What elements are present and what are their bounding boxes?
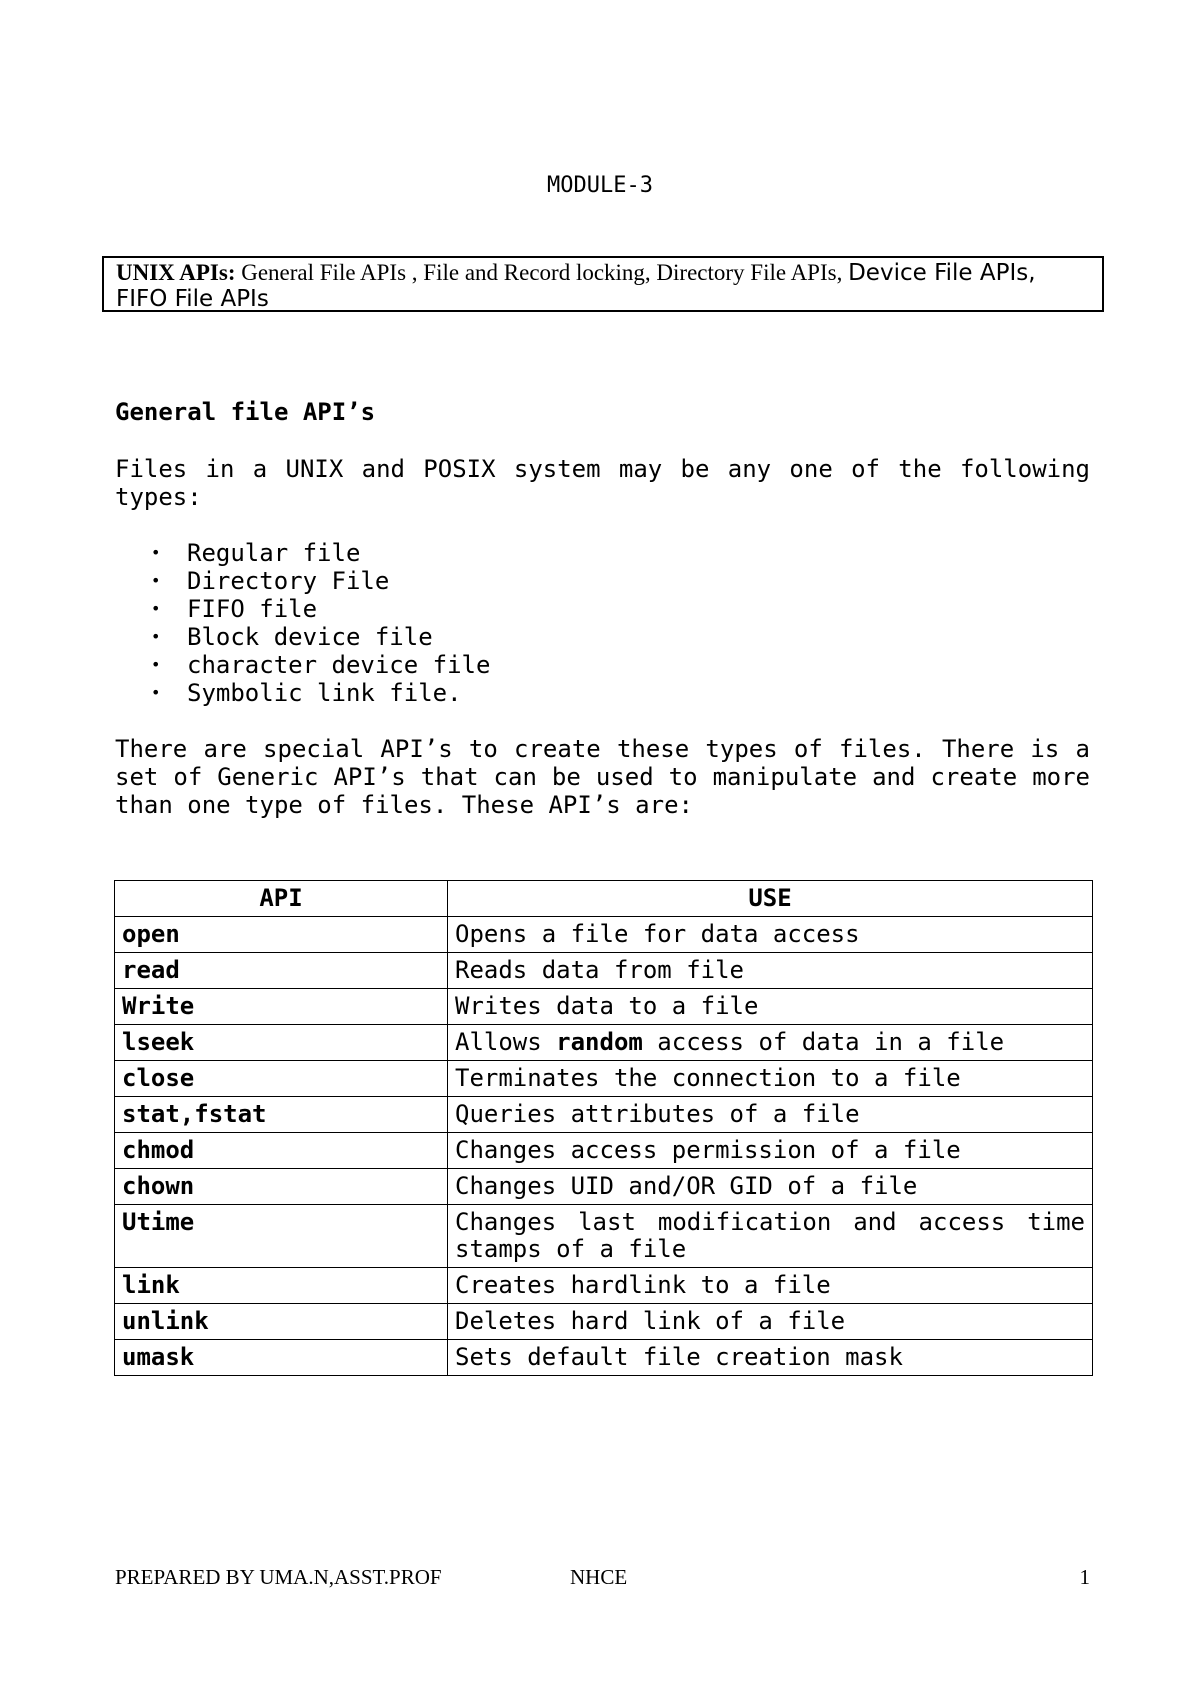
api-use-cell: Sets default file creation mask — [448, 1340, 1093, 1376]
file-types-list — [115, 539, 1090, 707]
generic-api-paragraph: There are special API’s to create these types of files. There is a set of Generic API’s that can be used to manipulate and create more than one type of files. These API’s are: — [115, 735, 1090, 819]
list-item-label: Regular file — [187, 539, 361, 567]
intro-paragraph: Files in a UNIX and POSIX system may be any one of the following types: — [115, 455, 1090, 511]
main-content — [115, 398, 1090, 819]
footer-author: PREPARED BY UMA.N,ASST.PROF — [115, 1565, 442, 1589]
table-row — [115, 1268, 1093, 1304]
api-use-cell: Deletes hard link of a file — [448, 1304, 1093, 1340]
table-header-row — [115, 881, 1093, 917]
api-use-cell: Writes data to a file — [448, 989, 1093, 1025]
table-row — [115, 1097, 1093, 1133]
column-header-use: USE — [448, 881, 1093, 917]
bullet-icon: • — [151, 627, 161, 646]
section-heading: General file API’s — [115, 398, 376, 426]
api-name-cell: Utime — [115, 1205, 448, 1268]
footer-institution: NHCE — [570, 1565, 628, 1589]
api-use-cell: Terminates the connection to a file — [448, 1061, 1093, 1097]
api-use-cell: Changes last modification and access time stamps of a file — [448, 1205, 1093, 1268]
bullet-icon: • — [151, 655, 161, 674]
table-row — [115, 1061, 1093, 1097]
topic-box — [102, 256, 1104, 312]
bullet-icon: • — [151, 599, 161, 618]
use-text: access of data in a file — [642, 1028, 1005, 1056]
list-item-label: Symbolic link file. — [187, 679, 462, 707]
list-item — [151, 651, 1090, 679]
api-name-cell: lseek — [115, 1025, 448, 1061]
list-item — [151, 623, 1090, 651]
table-row — [115, 1340, 1093, 1376]
list-item — [151, 539, 1090, 567]
list-item-label: Block device file — [187, 623, 433, 651]
api-use-cell: Changes UID and/OR GID of a file — [448, 1169, 1093, 1205]
api-use-cell: Opens a file for data access — [448, 917, 1093, 953]
api-name-cell: open — [115, 917, 448, 953]
table-row — [115, 1304, 1093, 1340]
api-name-cell: link — [115, 1268, 448, 1304]
use-text-emphasis: random — [556, 1028, 643, 1056]
table-row — [115, 989, 1093, 1025]
module-title: MODULE-3 — [547, 173, 653, 198]
list-item — [151, 679, 1090, 707]
page-number: 1 — [1079, 1565, 1090, 1589]
api-use-cell: Creates hardlink to a file — [448, 1268, 1093, 1304]
topic-box-lead: UNIX APIs: — [116, 260, 236, 285]
table-row — [115, 1133, 1093, 1169]
bullet-icon: • — [151, 571, 161, 590]
api-use-cell: Reads data from file — [448, 953, 1093, 989]
list-item-label: character device file — [187, 651, 491, 679]
api-name-cell: unlink — [115, 1304, 448, 1340]
topic-box-fifo-apis: FIFO File APIs — [116, 286, 269, 312]
bullet-icon: • — [151, 543, 161, 562]
table-row — [115, 1169, 1093, 1205]
topic-box-device-apis: Device File APIs, — [848, 260, 1036, 286]
api-table — [114, 880, 1093, 1376]
list-item-label: FIFO file — [187, 595, 318, 623]
api-name-cell: stat,fstat — [115, 1097, 448, 1133]
list-item — [151, 567, 1090, 595]
bullet-icon: • — [151, 683, 161, 702]
topic-box-text: General File APIs , File and Record locking, Directory File APIs, — [235, 260, 849, 285]
api-use-cell: Queries attributes of a file — [448, 1097, 1093, 1133]
list-item — [151, 595, 1090, 623]
column-header-api: API — [115, 881, 448, 917]
api-name-cell: chmod — [115, 1133, 448, 1169]
api-use-cell: Changes access permission of a file — [448, 1133, 1093, 1169]
api-name-cell: umask — [115, 1340, 448, 1376]
api-name-cell: chown — [115, 1169, 448, 1205]
page-footer — [115, 1563, 1090, 1591]
table-row — [115, 953, 1093, 989]
api-use-cell — [448, 1025, 1093, 1061]
api-name-cell: read — [115, 953, 448, 989]
table-row — [115, 917, 1093, 953]
table-row — [115, 1205, 1093, 1268]
list-item-label: Directory File — [187, 567, 390, 595]
api-name-cell: Write — [115, 989, 448, 1025]
api-name-cell: close — [115, 1061, 448, 1097]
use-text: Allows — [455, 1028, 557, 1056]
table-row — [115, 1025, 1093, 1061]
